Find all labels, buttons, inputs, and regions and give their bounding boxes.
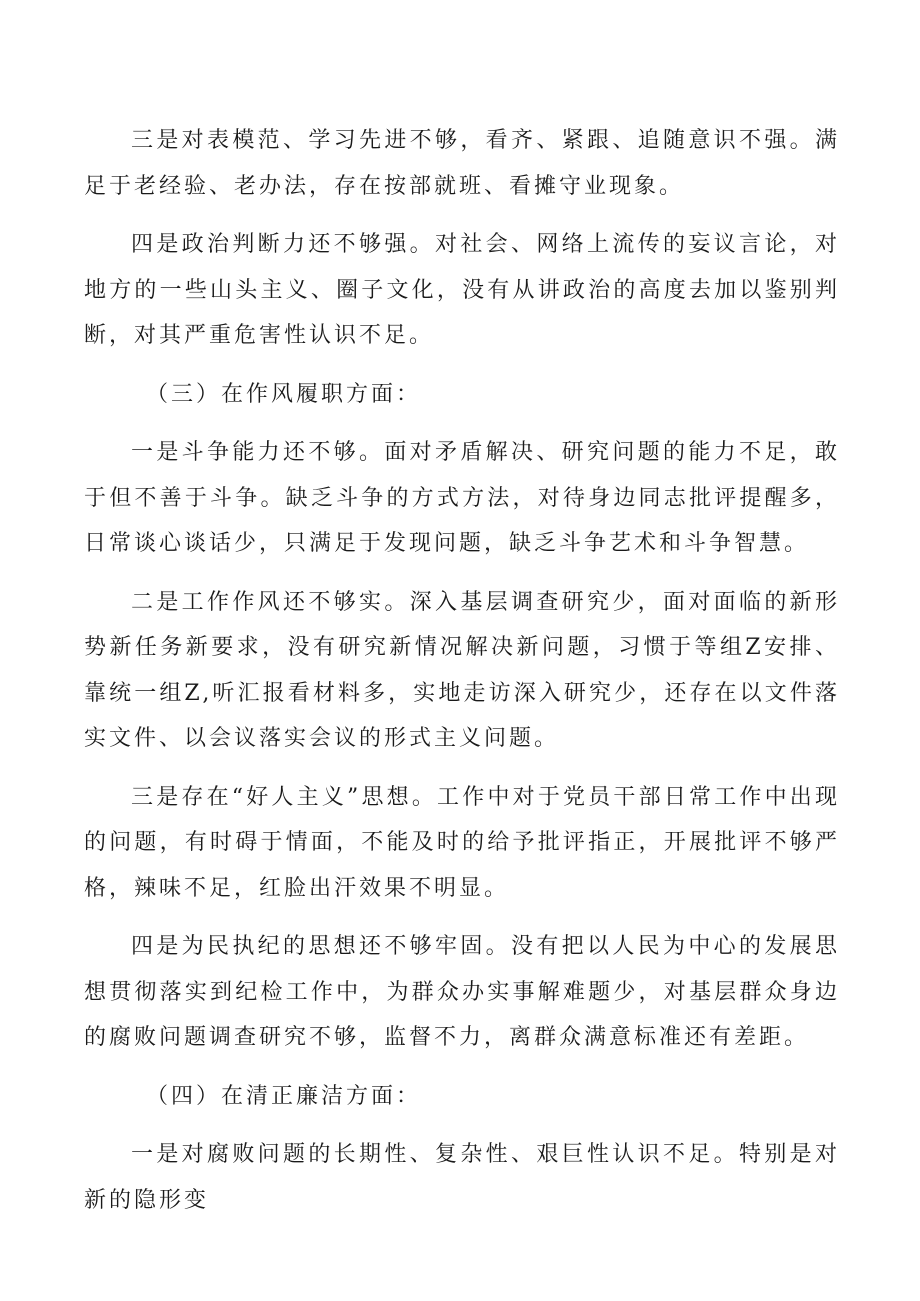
paragraph-good-person-mindset: 三是存在“好人主义”思想。工作中对于党员干部日常工作中出现的问题，有时碍于情面，不能及时的给予批评指正，开展批评不够严格，辣味不足，红脸出汗效果不明显。 — [84, 784, 840, 901]
document-body — [84, 118, 840, 1236]
paragraph-conformity-issue: 三是对表模范、学习先进不够，看齐、紧跟、追随意识不强。满足于老经验、老办法，存在按部就班、看摊守业现象。 — [84, 128, 840, 199]
paragraph-political-judgment: 四是政治判断力还不够强。对社会、网络上流传的妄议言论，对地方的一些山头主义、圈子文化，没有从讲政治的高度去加以鉴别判断，对其严重危害性认识不足。 — [84, 232, 840, 348]
paragraph-struggle-ability: 一是斗争能力还不够。面对矛盾解决、研究问题的能力不足，敢于但不善于斗争。缺乏斗争的方式方法，对待身边同志批评提醒多，日常谈心谈话少，只满足于发现问题，缺乏斗争艺术和斗争智慧。 — [84, 440, 840, 556]
section-heading-work-style: （三）在作风履职方面： — [146, 381, 422, 407]
paragraph-work-style: 二是工作作风还不够实。深入基层调查研究少，面对面临的新形势新任务新要求，没有研究新情况解决新问题，习惯于等组Z安排、靠统一组Z,听汇报看材料多，实地走访深入研究少，还存在以文件落实文件、以会议落实会议的形式主义问题。 — [84, 589, 840, 751]
paragraph-serving-people: 四是为民执纪的思想还不够牢固。没有把以人民为中心的发展思想贯彻落实到纪检工作中，为群众办实事解难题少，对基层群众身边的腐败问题调查研究不够，监督不力，离群众满意标准还有差距。 — [84, 934, 840, 1050]
paragraph-corruption-awareness: 一是对腐败问题的长期性、复杂性、艰巨性认识不足。特别是对新的隐形变 — [84, 1142, 840, 1213]
section-heading-integrity: （四）在清正廉洁方面： — [146, 1083, 422, 1109]
